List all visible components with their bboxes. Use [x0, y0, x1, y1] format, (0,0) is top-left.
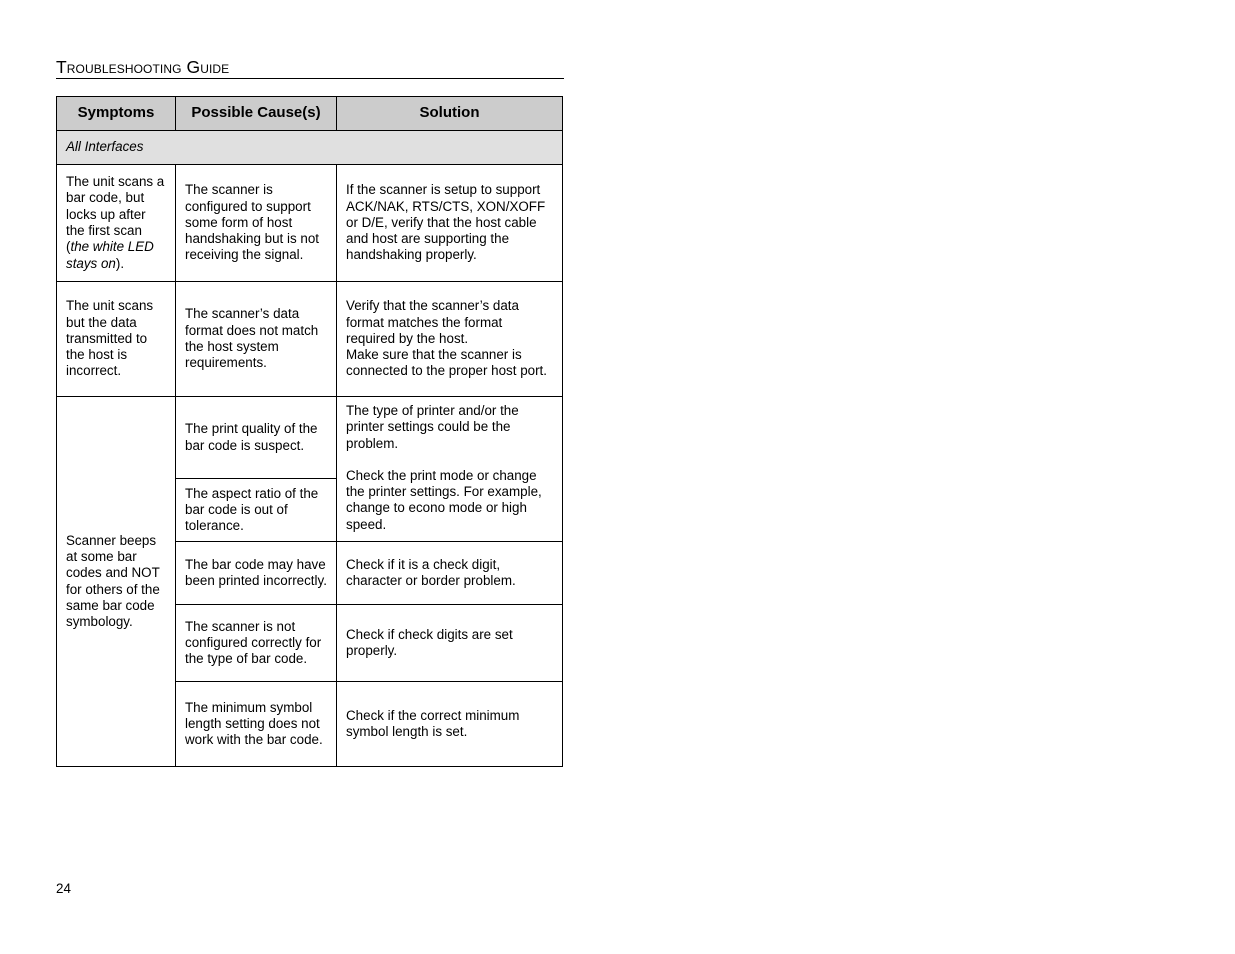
table-row [57, 282, 563, 397]
cause-cell: The aspect ratio of the bar code is out of tolerance. [176, 479, 337, 542]
solution-cell: Check if the correct minimum symbol length is set. [337, 682, 563, 767]
section-row [57, 131, 563, 165]
page-header [56, 57, 564, 79]
table-header-row [57, 97, 563, 131]
cause-cell: The minimum symbol length setting does not work with the bar code. [176, 682, 337, 767]
solution-cell: If the scanner is setup to support ACK/NAK, RTS/CTS, XON/XOFF or D/E, verify that the host cable and host are supporting the handshaking properly. [337, 165, 563, 282]
troubleshooting-table [56, 96, 563, 767]
cause-cell: The scanner’s data format does not match the host system requirements. [176, 282, 337, 397]
solution-cell: Check if it is a check digit, character or border problem. [337, 542, 563, 605]
cause-cell: The bar code may have been printed incorrectly. [176, 542, 337, 605]
solution-text-line2: Make sure that the scanner is connected to the proper host port. [346, 347, 547, 379]
symptom-cell [57, 165, 176, 282]
symptom-cell: The unit scans but the data transmitted to the host is incorrect. [57, 282, 176, 397]
column-header-solution: Solution [337, 97, 563, 131]
page-title: Troubleshooting Guide [56, 57, 230, 77]
solution-cell [337, 397, 563, 542]
solution-cell: Check if check digits are set properly. [337, 605, 563, 682]
symptom-text: The unit scans a bar code, but locks up after the first scan ( [66, 174, 165, 255]
cause-cell: The scanner is configured to support some form of host handshaking but is not receiving the signal. [176, 165, 337, 282]
solution-text-part2: Check the print mode or change the printer settings. For example, change to econo mode or high speed. [346, 467, 542, 532]
symptom-italic-text: the white LED stays on [66, 239, 154, 271]
cause-cell: The print quality of the bar code is suspect. [176, 397, 337, 479]
symptom-text-suffix: ). [115, 255, 125, 271]
cause-cell: The scanner is not configured correctly for the type of bar code. [176, 605, 337, 682]
table-row [57, 397, 563, 479]
table-row [57, 165, 563, 282]
solution-text-part1: The type of printer and/or the printer settings could be the problem. [346, 403, 519, 451]
symptom-cell: Scanner beeps at some bar codes and NOT for others of the same bar code symbology. [57, 397, 176, 767]
solution-text-line1: Verify that the scanner’s data format matches the format required by the host. [346, 298, 519, 346]
solution-cell [337, 282, 563, 397]
column-header-symptoms: Symptoms [57, 97, 176, 131]
column-header-causes: Possible Cause(s) [176, 97, 337, 131]
page-number: 24 [56, 881, 71, 896]
section-label-all-interfaces: All Interfaces [57, 131, 563, 165]
